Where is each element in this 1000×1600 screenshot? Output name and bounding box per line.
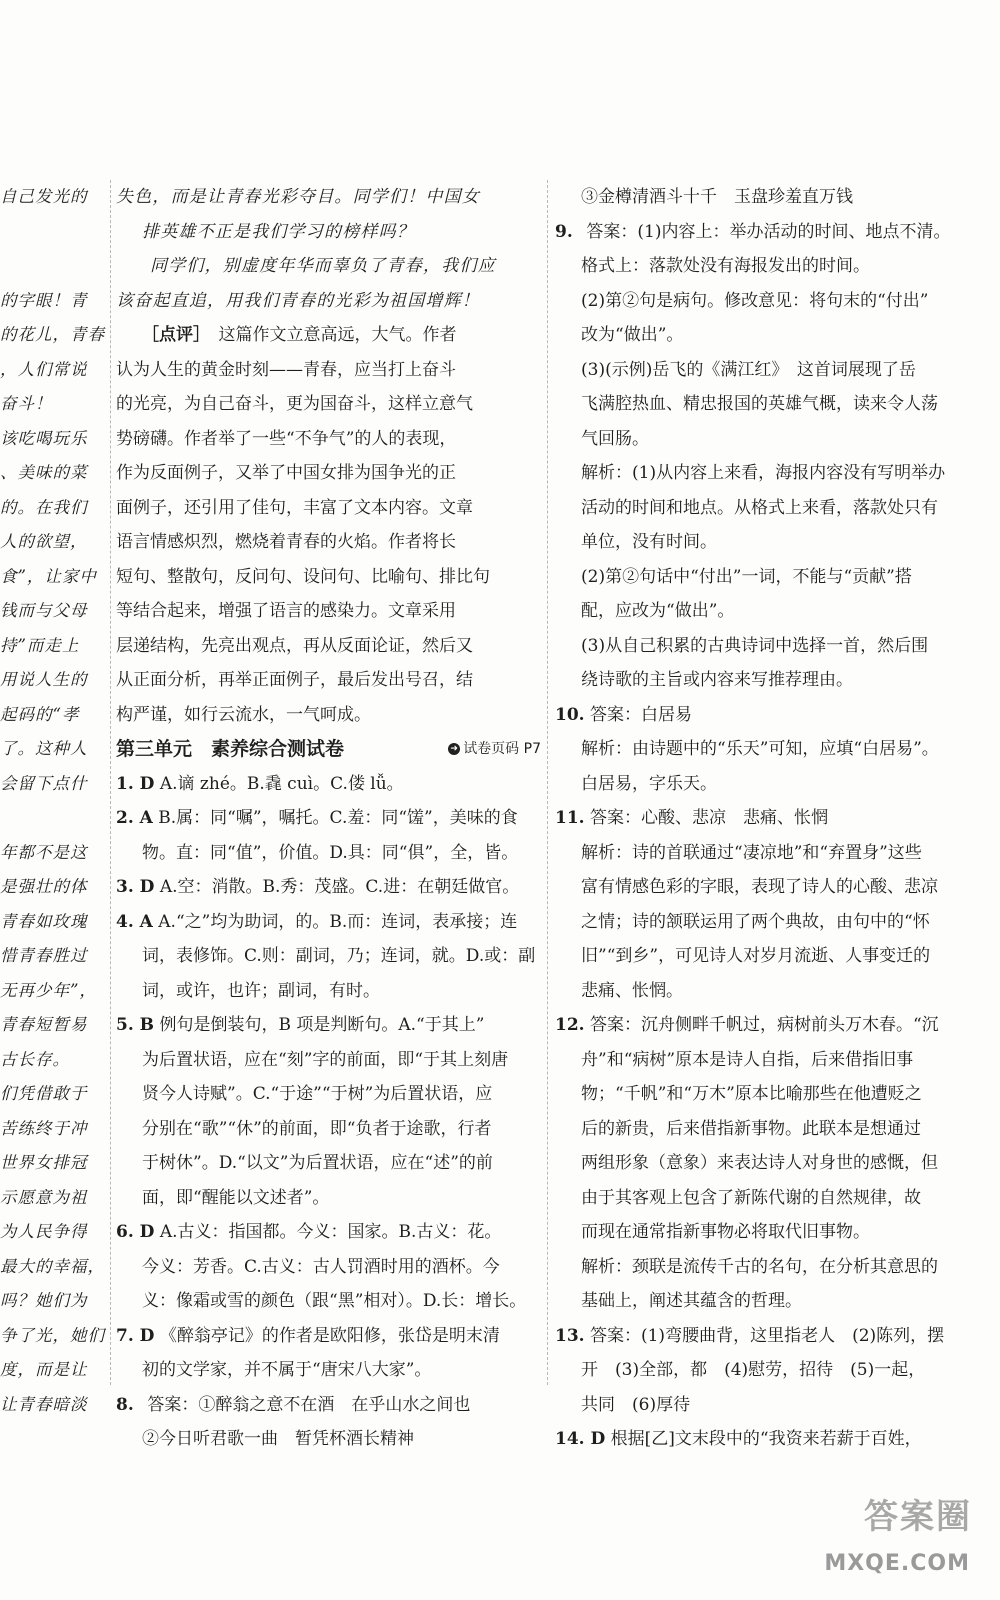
- answer-text: 配，应改为“做出”。: [581, 601, 735, 621]
- left-fragment-line: 让青春暗淡: [0, 1394, 88, 1414]
- answer-line: [555, 1112, 995, 1147]
- answer-line: [116, 1284, 541, 1319]
- answer-text: 词，表修饰。C.则：副词，乃；连词，就。D.或：副: [142, 946, 536, 966]
- left-fragment-line: 人的欲望，: [0, 532, 88, 551]
- answer-line: [555, 1284, 995, 1319]
- page-ref-text: 试卷页码 P7: [463, 741, 541, 757]
- review-line: [116, 525, 541, 560]
- review-line: [116, 456, 541, 491]
- column-divider-right: [547, 180, 549, 1385]
- answer-text: 基础上，阐述其蕴含的哲理。: [581, 1291, 802, 1311]
- review-tag: ［点评］: [142, 325, 202, 345]
- question-number: 9.: [555, 221, 573, 242]
- answer-line: [555, 732, 995, 767]
- question-number: 8.: [116, 1394, 134, 1415]
- left-fragment-line: [0, 215, 108, 250]
- question-number: 12.: [555, 1015, 585, 1035]
- answer-line: [555, 974, 995, 1009]
- middle-column: [116, 180, 541, 1457]
- left-fragment-line: 了。这种人: [0, 739, 88, 758]
- answer-text: 改为“做出”。: [581, 325, 684, 345]
- answer-text: 两组形象（意象）来表达诗人对身世的感慨，但: [581, 1153, 938, 1173]
- left-fragment-line: [0, 249, 108, 284]
- left-fragment-line: 古长存。: [0, 1049, 70, 1069]
- left-fragment-line: 争了光，她们: [0, 1325, 105, 1345]
- answer-text: A.“之”均为助词，的。B.而：连词，表承接；连: [158, 911, 518, 932]
- right-column: [555, 180, 995, 1457]
- answer-line: [116, 1250, 541, 1285]
- answer-text: A.谪 zhé。B.毳 cuì。C.偻 lǚ。: [159, 773, 404, 794]
- answer-line: [555, 422, 995, 457]
- answer-text: 答案：(1)内容上：举办活动的时间、地点不清。: [586, 221, 951, 242]
- answer-text: (3)(示例)岳飞的《满江红》 这首词展现了岳: [581, 359, 916, 380]
- left-fragment-line: 示愿意为祖: [0, 1187, 88, 1207]
- answer-line: [116, 1146, 541, 1181]
- review-text: 这篇作文立意高远，大气。作者: [218, 325, 457, 345]
- answer-line: [116, 1422, 541, 1457]
- answer-text: 单位，没有时间。: [581, 532, 717, 552]
- left-fragment-line: 用说人生的: [0, 670, 88, 689]
- left-fragment-line: 的字眼！青: [0, 290, 88, 310]
- review-text: 语言情感炽烈，燃烧着青春的火焰。作者将长: [116, 532, 456, 552]
- answer-text: 旧”“到乡”，可见诗人对岁月流逝、人事变迁的: [581, 946, 931, 966]
- answer-line: [555, 284, 995, 319]
- answer-text: 为后置状语，应在“刻”字的前面，即“于其上刻唐: [142, 1049, 509, 1070]
- answer-line: [555, 525, 995, 560]
- answer-line: [555, 491, 995, 526]
- review-line: [116, 698, 541, 733]
- question-number: 13.: [555, 1325, 585, 1346]
- answer-line: [116, 1077, 541, 1112]
- review-line: [116, 663, 541, 698]
- answer-line: [555, 1043, 995, 1078]
- left-fragment-line: 年都不是这: [0, 842, 88, 862]
- answer-text: 飞满腔热血、精忠报国的英雄气概，读来令人荡: [581, 394, 938, 414]
- answer-text: 物。直：同“值”，价值。D.具：同“俱”，全，皆。: [142, 842, 519, 863]
- question-number: 1. D: [116, 773, 155, 794]
- answer-line: [555, 594, 995, 629]
- answer-text: 贤今人诗赋”。C.“于途”“于树”为后置状语，应: [142, 1084, 493, 1104]
- answer-line: [555, 870, 995, 905]
- answer-text: 物；“千帆”和“万木”原本比喻那些在他遭贬之: [581, 1084, 922, 1104]
- answer-text: 初的文学家，并不属于“唐宋八大家”。: [142, 1360, 432, 1380]
- answer-line: [116, 1353, 541, 1388]
- answer-line: [555, 1388, 995, 1423]
- left-fragment-line: 的花儿，青春: [0, 325, 105, 344]
- answer-line: [555, 560, 995, 595]
- review-text: 的光亮，为自己奋斗，更为国奋斗，这样立意气: [116, 394, 473, 414]
- answer-text: A.空：消散。B.秀：茂盛。C.进：在朝廷做官。: [159, 877, 520, 897]
- answer-line: [555, 905, 995, 940]
- answer-text: 解析：诗的首联通过“凄凉地”和“弃置身”这些: [581, 842, 922, 863]
- answer-text: 舟”和“病树”原本是诗人自指，后来借指旧事: [581, 1049, 914, 1070]
- left-fragment-line: 世界女排冠: [0, 1153, 88, 1172]
- answer-line: [555, 939, 995, 974]
- answer-text: 共同 (6)厚待: [581, 1394, 691, 1415]
- answer-line: [555, 1215, 995, 1250]
- page-ref: [448, 732, 541, 767]
- answer-line: [555, 698, 995, 733]
- answer-text: 活动的时间和地点。从格式上来看，落款处只有: [581, 497, 938, 518]
- left-fragment-line: [0, 801, 108, 836]
- answer-text: 而现在通常指新事物必将取代旧事物。: [581, 1222, 870, 1242]
- answer-text: (2)第②句话中“付出”一词，不能与“贡献”搭: [581, 566, 912, 587]
- answer-text: 《醉翁亭记》的作者是欧阳修，张岱是明末清: [159, 1325, 500, 1346]
- answer-text: 后的新贵，后来借指新事物。此联本是想通过: [581, 1118, 921, 1139]
- answer-text: 气回肠。: [581, 428, 649, 449]
- answer-text: 例句是倒装句，B 项是判断句。A.“于其上”: [159, 1015, 485, 1035]
- review-text: 构严谨，如行云流水，一气呵成。: [116, 704, 371, 725]
- watermark-logo-text: 答案圈: [864, 1497, 972, 1537]
- left-fragment-line: 会留下点什: [0, 773, 88, 793]
- answer-line: [555, 1146, 995, 1181]
- left-fragment-line: 吗？她们为: [0, 1291, 88, 1310]
- answer-line: [555, 1077, 995, 1112]
- left-fragment-line: 、美味的菜: [0, 463, 88, 482]
- left-column-fragment: [0, 180, 108, 1422]
- answer-line: [116, 1043, 541, 1078]
- answer-text: 词，或许，也许；副词，有时。: [142, 980, 380, 1001]
- answer-line: [116, 1112, 541, 1147]
- answer-line: [116, 1181, 541, 1216]
- left-fragment-line: 起码的“孝: [0, 704, 80, 724]
- left-fragment-line: 度，而是让: [0, 1360, 88, 1379]
- answer-text: 解析：颈联是流传千古的名句，在分析其意思的: [581, 1256, 938, 1277]
- question-number: 11.: [555, 808, 585, 828]
- answer-text: B.属：同“嘱”，嘱托。C.羞：同“馐”，美味的食: [158, 808, 518, 828]
- answer-text: (2)第②句是病句。修改意见：将句末的“付出”: [581, 290, 929, 311]
- answer-text: 解析：由诗题中的“乐天”可知，应填“白居易”。: [581, 739, 939, 759]
- review-line: [116, 594, 541, 629]
- review-text: 作为反面例子，又举了中国女排为国争光的正: [116, 463, 456, 483]
- review-text: 认为人生的黄金时刻——青春，应当打上奋斗: [116, 359, 456, 380]
- answer-line: [116, 905, 541, 940]
- section-title: 第三单元 素养综合测试卷: [116, 738, 345, 760]
- review-line: [116, 422, 541, 457]
- question-number: 7. D: [116, 1325, 155, 1346]
- review-line: [116, 387, 541, 422]
- answer-line: [555, 663, 995, 698]
- answer-text: ②今日听君歌一曲 暂凭杯酒长精神: [142, 1429, 414, 1449]
- column-divider-left: [110, 180, 112, 1385]
- question-number: 6. D: [116, 1222, 155, 1242]
- left-fragment-line: 自己发光的: [0, 187, 88, 206]
- answer-line: [555, 353, 995, 388]
- answer-line: [116, 1215, 541, 1250]
- section-header: [116, 732, 541, 767]
- question-number: 10.: [555, 704, 585, 725]
- essay-line: 同学们，别虚度年华而辜负了青春，我们应: [150, 256, 496, 276]
- answer-text: ③金樽清酒斗十千 玉盘珍羞直万钱: [581, 187, 853, 207]
- answer-line: [555, 1008, 995, 1043]
- answer-text: 绕诗歌的主旨或内容来写推荐理由。: [581, 670, 853, 690]
- answer-line: [555, 387, 995, 422]
- answer-line: [555, 215, 995, 250]
- answer-line: [555, 180, 995, 215]
- question-number: 2. A: [116, 808, 153, 828]
- answer-text: 答案：白居易: [589, 704, 692, 725]
- answer-line: [555, 1353, 995, 1388]
- question-number: 5. B: [116, 1015, 155, 1035]
- left-fragment-line: 持”而走上: [0, 635, 80, 655]
- question-number: 4. A: [116, 911, 153, 932]
- answer-text: 解析：(1)从内容上来看，海报内容没有写明举办: [581, 463, 946, 483]
- review-line: [116, 560, 541, 595]
- review-text: 从正面分析，再举正面例子，最后发出号召，结: [116, 670, 473, 690]
- answer-text: 答案：(1)弯腰曲背，这里指老人 (2)陈列，摆: [589, 1325, 945, 1346]
- answer-line: [116, 767, 541, 802]
- review-line: [116, 629, 541, 664]
- arrow-right-icon: ➜: [448, 743, 460, 755]
- left-fragment-line: 青春如玫瑰: [0, 911, 88, 931]
- answer-line: [555, 456, 995, 491]
- answer-line: [116, 836, 541, 871]
- answer-line: [116, 1388, 541, 1423]
- left-fragment-line: 苦练终于冲: [0, 1118, 88, 1138]
- left-fragment-line: 奋斗！: [0, 394, 53, 413]
- left-fragment-line: 食”，让家中: [0, 566, 97, 586]
- answer-line: [555, 318, 995, 353]
- answer-line: [116, 1008, 541, 1043]
- question-number: 3. D: [116, 877, 155, 897]
- answer-text: A.古义：指国都。今义：国家。B.古义：花。: [159, 1222, 502, 1242]
- answer-text: (3)从自己积累的古典诗词中选择一首，然后围: [581, 635, 929, 656]
- left-fragment-line: 无再少年”，: [0, 980, 97, 1000]
- review-line: [116, 491, 541, 526]
- review-text: 势磅礴。作者举了一些“不争气”的人的表现，: [116, 428, 457, 449]
- essay-line: 该奋起直追，用我们青春的光彩为祖国增辉！: [116, 290, 480, 311]
- answer-line: [116, 1319, 541, 1354]
- left-fragment-line: ，人们常说: [0, 359, 88, 379]
- answer-text: 开 (3)全部，都 (4)慰劳，招待 (5)一起，: [581, 1360, 926, 1380]
- review-text: 等结合起来，增强了语言的感染力。文章采用: [116, 601, 456, 621]
- left-fragment-line: 惜青春胜过: [0, 946, 88, 965]
- essay-line: 失色，而是让青春光彩夺目。同学们！中国女: [116, 187, 480, 207]
- left-fragment-line: 的。在我们: [0, 497, 88, 517]
- answer-line: [555, 249, 995, 284]
- review-text: 面例子，还引用了佳句，丰富了文本内容。文章: [116, 497, 473, 518]
- answer-line: [116, 801, 541, 836]
- answer-text: 分别在“歌”“休”的前面，即“负者于途歌，行者: [142, 1118, 492, 1139]
- answer-text: 之情；诗的颔联运用了两个典故，由句中的“怀: [581, 911, 930, 932]
- answer-line: [116, 939, 541, 974]
- answer-text: 悲痛、怅惘。: [581, 980, 683, 1001]
- left-fragment-line: 们凭借敢于: [0, 1084, 88, 1103]
- answer-text: 义：像霜或雪的颜色（跟“黑”相对）。D.长：增长。: [142, 1291, 527, 1311]
- left-fragment-line: 是强壮的体: [0, 877, 88, 896]
- question-number: 14. D: [555, 1429, 606, 1449]
- answer-line: [555, 767, 995, 802]
- review-line: [116, 318, 541, 353]
- answer-line: [555, 629, 995, 664]
- left-fragment-line: 该吃喝玩乐: [0, 428, 88, 448]
- left-fragment-line: 钱而与父母: [0, 601, 88, 620]
- answer-line: [116, 870, 541, 905]
- answer-text: 答案：心酸、悲凉 悲痛、怅惘: [589, 808, 828, 828]
- answer-text: 今义：芳香。C.古义：古人罚酒时用的酒杯。今: [142, 1256, 500, 1277]
- review-text: 层递结构，先亮出观点，再从反面论证，然后又: [116, 635, 473, 656]
- answer-line: [555, 801, 995, 836]
- review-text: 短句、整散句，反问句、设问句、比喻句、排比句: [116, 566, 490, 587]
- review-line: [116, 353, 541, 388]
- answer-text: 答案：沉舟侧畔千帆过，病树前头万木春。“沉: [589, 1015, 939, 1035]
- answer-text: 格式上：落款处没有海报发出的时间。: [581, 256, 870, 276]
- answer-line: [555, 1181, 995, 1216]
- answer-line: [555, 1250, 995, 1285]
- answer-text: 根据[乙]文末段中的“我资来若薪于百姓，: [610, 1429, 922, 1449]
- watermark-url-text: MXQE.COM: [824, 1551, 970, 1576]
- answer-line: [555, 836, 995, 871]
- answer-line: [116, 974, 541, 1009]
- answer-text: 白居易，字乐天。: [581, 773, 717, 794]
- answer-line: [555, 1319, 995, 1354]
- answer-text: 面，即“醒能以文述者”。: [142, 1187, 330, 1208]
- answer-text: 由于其客观上包含了新陈代谢的自然规律，故: [581, 1187, 921, 1208]
- answer-text: 富有情感色彩的字眼，表现了诗人的心酸、悲凉: [581, 877, 938, 897]
- essay-line: 排英雄不正是我们学习的榜样吗？: [142, 221, 415, 242]
- left-fragment-line: 最大的幸福，: [0, 1256, 105, 1276]
- answer-text: 答案：①醉翁之意不在酒 在乎山水之间也: [147, 1394, 471, 1415]
- answer-text: 于树休”。D.“以文”为后置状语，应在“述”的前: [142, 1153, 493, 1173]
- answer-line: [555, 1422, 995, 1457]
- left-fragment-line: 为人民争得: [0, 1222, 88, 1241]
- left-fragment-line: 青春短暂易: [0, 1015, 88, 1034]
